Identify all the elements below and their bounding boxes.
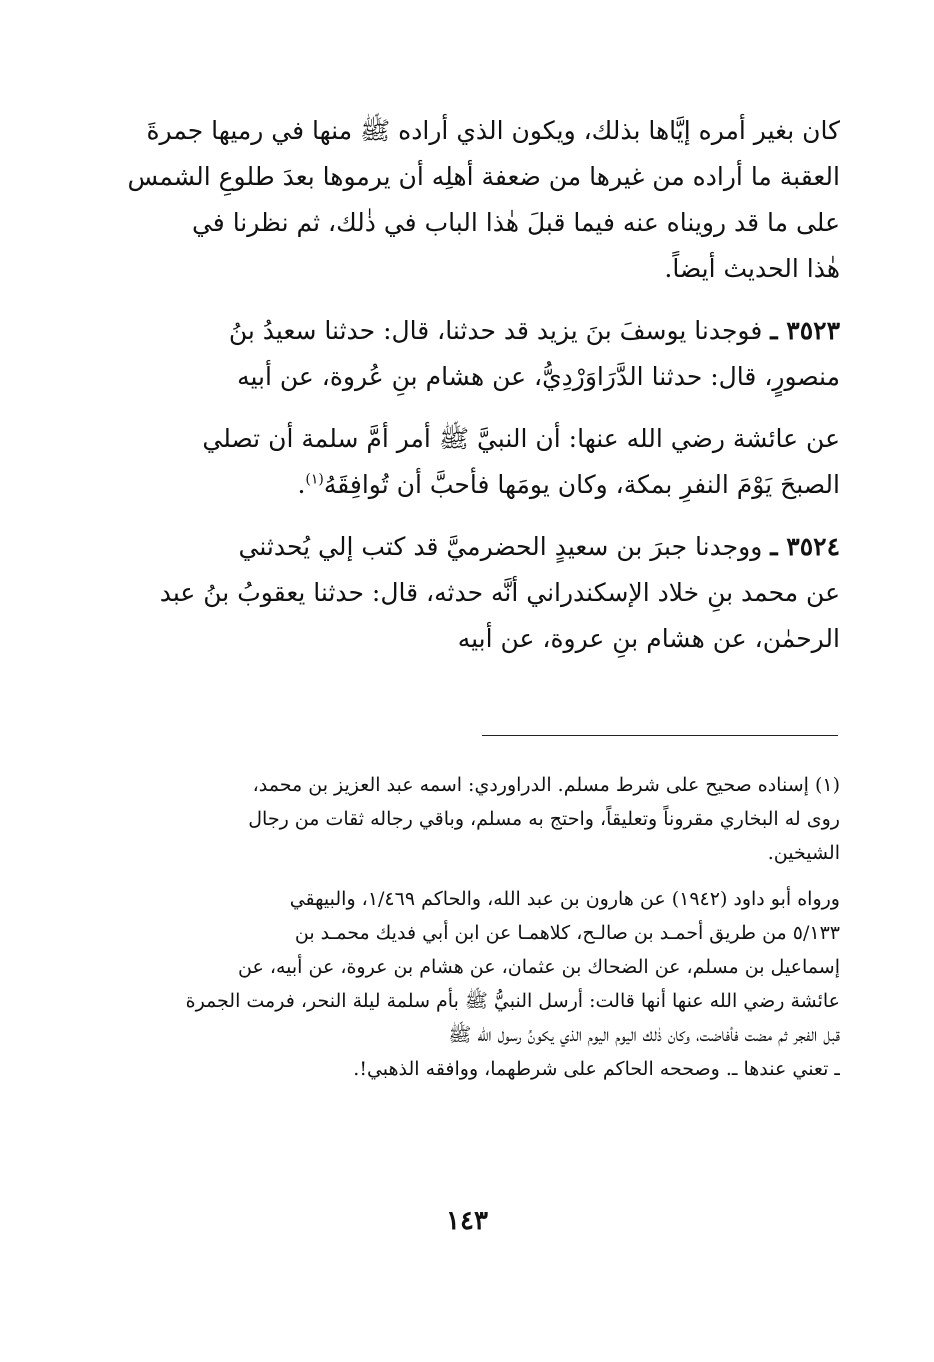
- text-segment: .: [297, 470, 306, 499]
- text-line: عن محمد بنِ خلاد الإسكندراني أنَّه حدثه، قال: حدثنا يعقوبُ بنُ عبد: [159, 578, 840, 607]
- footnote-line: ورواه أبو داود (١٩٤٢) عن هارون بن عبد الله، والحاكم ١/٤٦٩، والبيهقي: [289, 888, 840, 910]
- footnote-line: عائشة رضي الله عنها أنها قالت: أرسل النبيُّ ﷺ بأم سلمة ليلة النحر، فرمت الجمرة: [185, 990, 840, 1012]
- footnote-paragraph: [118, 768, 840, 870]
- footnote-line: (١) إسناده صحيح على شرط مسلم. الدراوردي: اسمه عبد العزيز بن محمد،: [252, 774, 840, 796]
- hadith-3524: [118, 524, 840, 662]
- footnote-line: الشيخين.: [767, 842, 840, 864]
- footnote-line: ـ تعني عندها ـ. وصححه الحاكم على شرطهما، ووافقه الذهبي!.: [353, 1058, 840, 1080]
- footnote-ref[interactable]: (١): [305, 471, 324, 488]
- page-number: ١٤٣: [446, 1206, 488, 1236]
- hadith-matn: [118, 416, 840, 508]
- footnote-line: ٥/١٣٣ من طريق أحمـد بن صالـح، كلاهمـا عن ابن أبي فديك محمـد بن: [294, 922, 840, 944]
- text-line: [118, 308, 840, 354]
- footnote-paragraph: [118, 882, 840, 1086]
- text-line: على ما قد رويناه عنه فيما قبلَ هٰذا الباب في ذٰلك، ثم نظرنا في: [191, 208, 840, 237]
- footnote-divider: [482, 735, 838, 736]
- footnotes: [118, 768, 840, 1098]
- text-line: هٰذا الحديث أيضاً.: [664, 254, 840, 283]
- footnote-line: إسماعيل بن مسلم، عن الضحاك بن عثمان، عن هشام بن عروة، عن أبيه، عن: [237, 956, 840, 978]
- hadith-3523: [118, 308, 840, 400]
- footnote-line: روى له البخاري مقروناً وتعليقاً، واحتج به مسلم، وباقي رجاله ثقات من رجال: [248, 808, 840, 830]
- text-line: الرحمٰن، عن هشام بنِ عروة، عن أبيه: [457, 624, 840, 653]
- paragraph: [118, 108, 840, 292]
- text-line: [118, 524, 840, 570]
- text-line: [118, 462, 840, 508]
- main-text: [118, 108, 840, 678]
- footnote-line: قبل الفجر ثم مضت فأفاضت، وكان ذٰلك اليوم اليوم الذي يكونُ رسول الله ﷺ: [448, 1024, 840, 1046]
- text-line: منصورٍ، قال: حدثنا الدَّرَاوَرْدِيُّ، عن هشام بنِ عُروة، عن أبيه: [237, 362, 840, 391]
- text-segment: فوجدنا يوسفَ بنَ يزيد قد حدثنا، قال: حدثنا سعيدُ بنُ: [228, 316, 763, 345]
- text-line: العقبة ما أراده من غيرها من ضعفة أهلِه أن يرموها بعدَ طلوعِ الشمس: [127, 162, 840, 191]
- text-segment: ووجدنا جبرَ بن سعيدٍ الحضرميَّ قد كتب إلي يُحدثني: [238, 532, 763, 561]
- hadith-number: ٣٥٢٤ ـ: [770, 532, 840, 561]
- text-line: عن عائشة رضي الله عنها: أن النبيَّ ﷺ أمر أمَّ سلمة أن تصلي: [202, 424, 840, 453]
- text-segment: الصبحَ يَوْمَ النفرِ بمكة، وكان يومَها فأحبَّ أن تُوافِقَهُ: [323, 470, 840, 499]
- text-line: كان بغير أمره إيَّاها بذلك، ويكون الذي أراده ﷺ منها في رميها جمرةَ: [146, 116, 840, 145]
- hadith-number: ٣٥٢٣ ـ: [770, 316, 840, 345]
